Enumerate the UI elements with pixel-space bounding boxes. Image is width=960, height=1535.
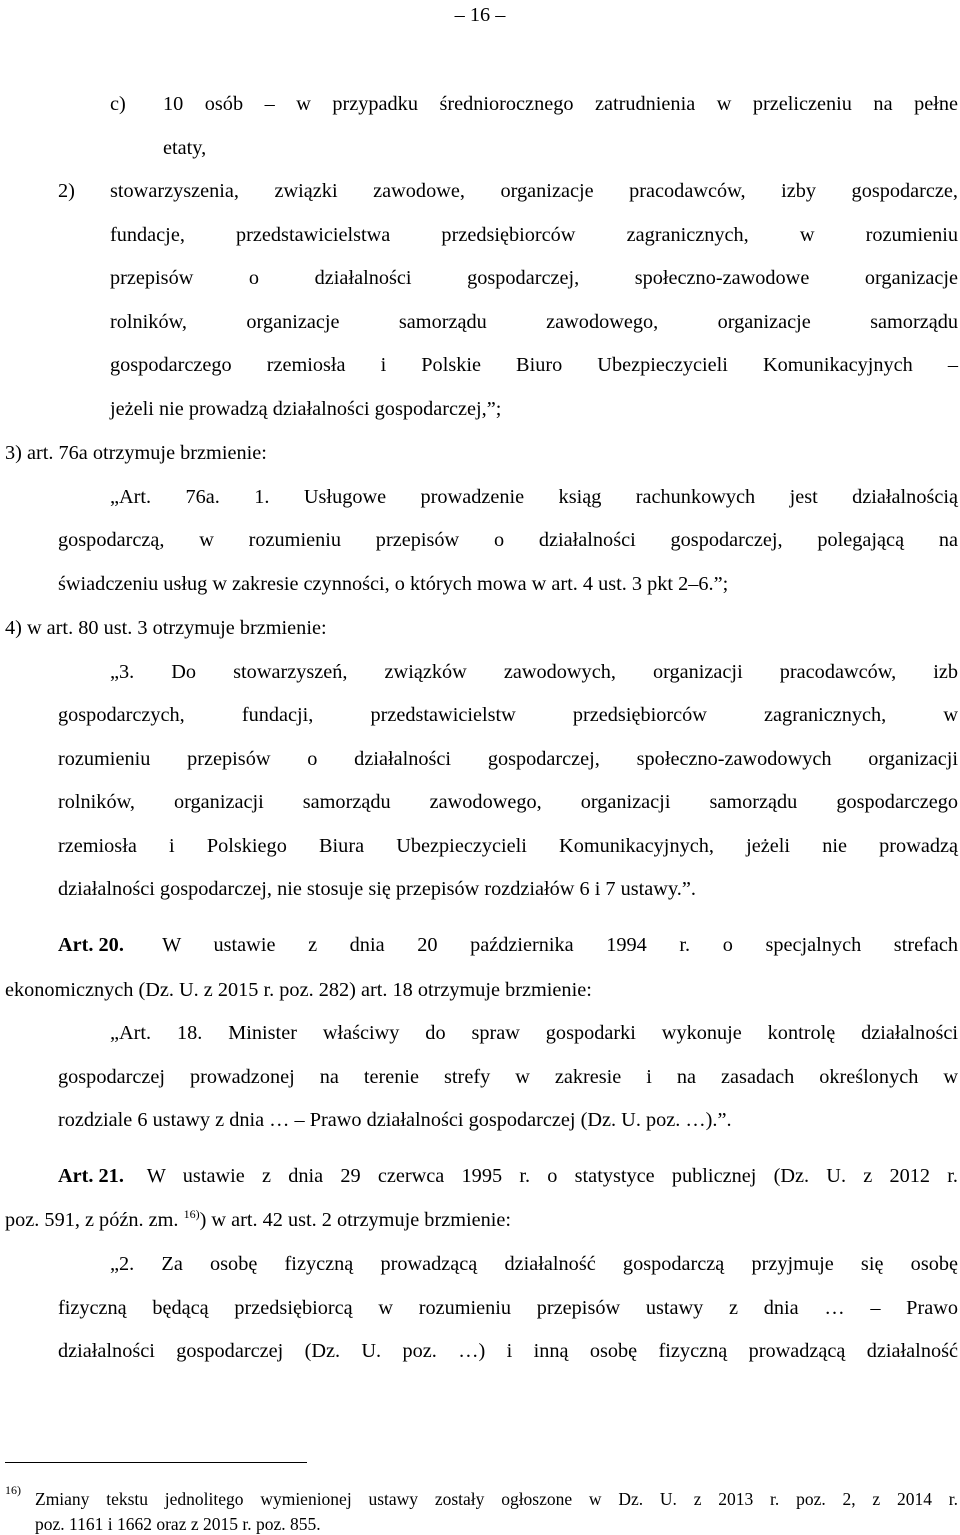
- para-line: rozumieniu przepisów o działalności gospodarczej, społeczno-zawodowych organizacji: [58, 748, 958, 770]
- list-item-4: 4) w art. 80 ust. 3 otrzymuje brzmienie:: [5, 617, 327, 639]
- para-line: W ustawie z dnia 29 czerwca 1995 r. o statystyce publicznej (Dz. U. z 2012 r.: [129, 1165, 958, 1187]
- para-line: ekonomicznych (Dz. U. z 2015 r. poz. 282) art. 18 otrzymuje brzmienie:: [5, 979, 592, 1001]
- para-line: rolników, organizacji samorządu zawodowego, organizacji samorządu gospodarczego: [58, 791, 958, 813]
- para-line: gospodarczą, w rozumieniu przepisów o działalności gospodarczej, polegającą na: [58, 529, 958, 551]
- footnote-mark: 16): [5, 1483, 21, 1497]
- para-line: „Art. 76a. 1. Usługowe prowadzenie ksiąg rachunkowych jest działalnością: [110, 486, 958, 508]
- footnote-divider: [5, 1462, 307, 1463]
- para-line: gospodarczej prowadzonej na terenie strefy w zakresie i na zasadach określonych w: [58, 1066, 958, 1088]
- footnote-line: poz. 1161 i 1662 oraz z 2015 r. poz. 855.: [35, 1514, 321, 1534]
- list-label-2: 2): [58, 180, 75, 202]
- para-line: fizyczną będącą przedsiębiorcą w rozumieniu przepisów ustawy z dnia … – Prawo: [58, 1297, 958, 1319]
- para-line: „3. Do stowarzyszeń, związków zawodowych, organizacji pracodawców, izb: [110, 661, 958, 683]
- para-line: fundacje, przedstawicielstwa przedsiębiorców zagranicznych, w rozumieniu: [110, 224, 958, 246]
- text: ) w art. 42 ust. 2 otrzymuje brzmienie:: [199, 1209, 512, 1231]
- para-line: gospodarczego rzemiosła i Polskie Biuro Ubezpieczycieli Komunikacyjnych –: [110, 354, 958, 376]
- para-line: „2. Za osobę fizyczną prowadzącą działalność gospodarczą przyjmuje się osobę: [110, 1253, 958, 1275]
- para-line: jeżeli nie prowadzą działalności gospodarczej,”;: [110, 398, 502, 420]
- para-line: 10 osób – w przypadku średniorocznego zatrudnienia w przeliczeniu na pełne: [163, 93, 958, 115]
- page-number: – 16 –: [454, 4, 506, 26]
- article-20: [58, 935, 958, 955]
- para-line: świadczeniu usług w zakresie czynności, o których mowa w art. 4 ust. 3 pkt 2–6.”;: [58, 573, 729, 595]
- article-21: [58, 1166, 958, 1186]
- list-label-c: c): [110, 93, 126, 115]
- para-line: rolników, organizacje samorządu zawodowego, organizacje samorządu: [110, 311, 958, 333]
- para-line: działalności gospodarczej (Dz. U. poz. …) i inną osobę fizyczną prowadzącą działalność: [58, 1340, 958, 1362]
- para-line: etaty,: [163, 137, 207, 159]
- para-line: rozdziale 6 ustawy z dnia … – Prawo działalności gospodarczej (Dz. U. poz. …).”.: [58, 1109, 732, 1131]
- para-line: działalności gospodarczej, nie stosuje się przepisów rozdziałów 6 i 7 ustawy.”.: [58, 878, 696, 900]
- list-item-3: 3) art. 76a otrzymuje brzmienie:: [5, 442, 267, 464]
- para-line: przepisów o działalności gospodarczej, społeczno-zawodowe organizacje: [110, 267, 958, 289]
- para-line: stowarzyszenia, związki zawodowe, organizacje pracodawców, izby gospodarcze,: [110, 180, 958, 202]
- para-line: [5, 1207, 512, 1231]
- para-line: W ustawie z dnia 20 października 1994 r. o specjalnych strefach: [129, 934, 958, 956]
- footnote-line: Zmiany tekstu jednolitego wymienionej ustawy zostały ogłoszone w Dz. U. z 2013 r. poz. 2, z 2014 r.: [35, 1489, 958, 1509]
- para-line: rzemiosła i Polskiego Biura Ubezpieczycieli Komunikacyjnych, jeżeli nie prowadzą: [58, 835, 958, 857]
- para-line: „Art. 18. Minister właściwy do spraw gospodarki wykonuje kontrolę działalności: [110, 1022, 958, 1044]
- footnote-ref: 16): [183, 1207, 200, 1221]
- para-line: gospodarczych, fundacji, przedstawicielstw przedsiębiorców zagranicznych, w: [58, 704, 958, 726]
- text: poz. 591, z późn. zm.: [5, 1209, 179, 1231]
- article-heading: Art. 20.: [58, 934, 124, 956]
- article-heading: Art. 21.: [58, 1165, 124, 1187]
